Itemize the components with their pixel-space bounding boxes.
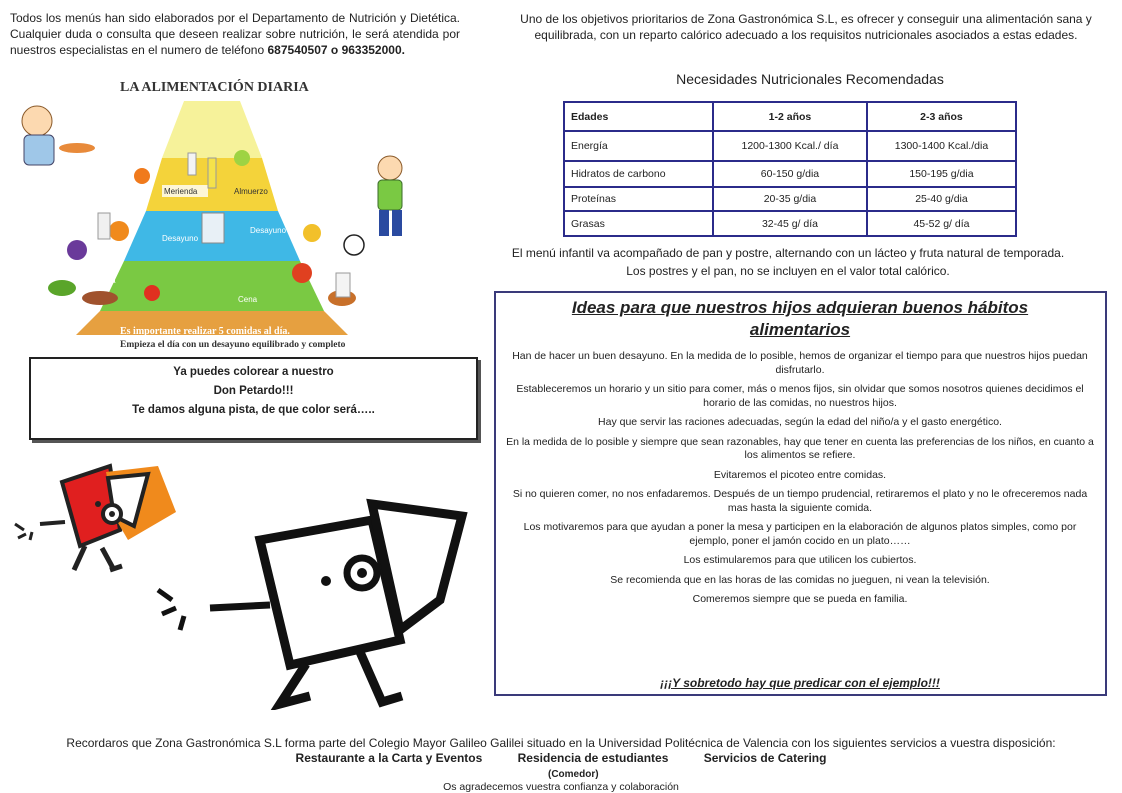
- mascot-outline-illustration: [150, 480, 480, 710]
- list-item: Evitaremos el picoteo entre comidas.: [713, 468, 887, 481]
- thanks-text: Os agradecemos vuestra confianza y colaboración: [443, 781, 679, 793]
- list-item: Comeremos siempre que se pueda en familia.: [692, 593, 908, 605]
- table-cell: Energía: [564, 131, 713, 161]
- pyramid-level-comida: Comida: [88, 276, 116, 285]
- final-suffix: !!!: [927, 676, 940, 690]
- pyramid-level-desayuno-right: Desayuno: [250, 226, 287, 235]
- pyramid-level-merienda: Merienda: [164, 187, 198, 196]
- table-cell: 1200-1300 Kcal./ día: [713, 131, 867, 161]
- service-item: Restaurante a la Carta y Eventos: [295, 751, 483, 765]
- pyramid-level-desayuno-left: Desayuno: [162, 234, 199, 243]
- table-row: [564, 211, 1016, 236]
- list-item: Estableceremos un horario y un sitio para comer, más o menos fijos, sin olvidar que somos nosotros quienes decidimos el horario de las comidas, no nuestros hijos.: [516, 383, 1084, 409]
- callout-line-2: Don Petardo!!!: [213, 385, 294, 397]
- table-cell: Hidratos de carbono: [564, 161, 713, 187]
- callout-line-3: Te damos alguna pista, de que color será…..: [132, 404, 375, 416]
- menu-note: El menú infantil va acompañado de pan y postre, alternando con un lácteo y fruta natural de temporada. Los postres y el pan, no se incluyen en el valor total calórico.: [511, 246, 1065, 278]
- final-prefix: ¡¡¡: [660, 676, 673, 690]
- table-cell: 60-150 g/dia: [713, 161, 867, 187]
- services-note: (Comedor): [548, 769, 599, 780]
- list-item: Se recomienda que en las horas de las comidas no jueguen, ni vean la televisión.: [610, 573, 990, 586]
- ideas-list: [504, 350, 1096, 613]
- list-item: Han de hacer un buen desayuno. En la medida de lo posible, hemos de organizar el tiempo para que nuestros hijos puedan disfrutarlo.: [512, 350, 1088, 376]
- list-item: Hay que servir las raciones adecuadas, según la edad del niño/a y el gasto energético.: [598, 416, 1002, 428]
- list-item: Los estimularemos para que utilicen los cubiertos.: [683, 554, 917, 566]
- intro-right-text: Uno de los objetivos prioritarios de Zona Gastronómica S.L, es ofrecer y conseguir una alimentación sana y equilibrada, con un reparto calórico adecuado a los requisitos nutricionales asociados a estas edades.: [520, 12, 1092, 42]
- pyramid-level-cena: Cena: [238, 295, 258, 304]
- table-cell: 45-52 g/ día: [867, 211, 1016, 236]
- list-item: Si no quieren comer, no nos enfadaremos. Después de un tiempo prudencial, retiraremos el plato y no le ofreceremos nada mas hasta la siguiente comida.: [512, 488, 1088, 514]
- food-pyramid-illustration: [12, 73, 412, 353]
- table-cell: 20-35 g/dia: [713, 187, 867, 211]
- table-header-row: [564, 102, 1016, 131]
- coloring-callout-box: [29, 357, 478, 440]
- table-row: [564, 161, 1016, 187]
- footer-text: Recordaros que Zona Gastronómica S.L forma parte del Colegio Mayor Galileo Galilei situado en la Universidad Politécnica de Valencia con los siguientes servicios a vuestra disposición:: [66, 736, 1056, 750]
- table-header-cell: 1-2 años: [713, 102, 867, 131]
- ideas-title: Ideas para que nuestros hijos adquieran buenos hábitos alimentarios: [571, 298, 1029, 339]
- table-row: [564, 131, 1016, 161]
- ideas-final-line: [504, 676, 1096, 690]
- service-item: Servicios de Catering: [703, 751, 827, 765]
- services-list: [0, 751, 1122, 765]
- nutrition-table-title: Necesidades Nutricionales Recomendadas: [676, 71, 944, 87]
- table-header-cell: Edades: [564, 102, 713, 131]
- table-cell: Proteínas: [564, 187, 713, 211]
- table-cell: Grasas: [564, 211, 713, 236]
- intro-left-body: Todos los menús han sido elaborados por el Departamento de Nutrición y Dietética. Cualquier duda o consulta que deseen realizar sobre nutrición, le será atendida por nuestros especialistas en el numero de teléfono: [10, 11, 460, 57]
- pyramid-caption-2: Empieza el día con un desayuno equilibrado y completo: [120, 340, 346, 350]
- nutrition-table: [563, 101, 1017, 237]
- callout-line-1: Ya puedes colorear a nuestro: [173, 366, 334, 378]
- pyramid-caption-1: Es importante realizar 5 comidas al día.: [120, 326, 290, 337]
- service-item: Residencia de estudiantes: [517, 751, 669, 765]
- pyramid-level-almuerzo: Almuerzo: [234, 187, 268, 196]
- table-cell: 32-45 g/ día: [713, 211, 867, 236]
- table-cell: 25-40 g/dia: [867, 187, 1016, 211]
- list-item: En la medida de lo posible y siempre que sean razonables, hay que tener en cuenta las preferencias de los niños, en cuanto a los alimentos se refiere.: [506, 435, 1094, 461]
- list-item: Los motivaremos para que ayudan a poner la mesa y participen en la elaboración de algunos platos simples, como por ejemplo, poner el jamón cocido en un plato……: [523, 521, 1077, 547]
- pyramid-title: LA ALIMENTACIÓN DIARIA: [120, 80, 309, 95]
- table-cell: 150-195 g/dia: [867, 161, 1016, 187]
- intro-left-text: [10, 10, 460, 58]
- table-header-cell: 2-3 años: [867, 102, 1016, 131]
- final-text: Y sobretodo hay que predicar con el ejemplo: [672, 676, 928, 690]
- table-row: [564, 187, 1016, 211]
- table-cell: 1300-1400 Kcal./dia: [867, 131, 1016, 161]
- phone-numbers: 687540507 o 963352000.: [267, 43, 405, 57]
